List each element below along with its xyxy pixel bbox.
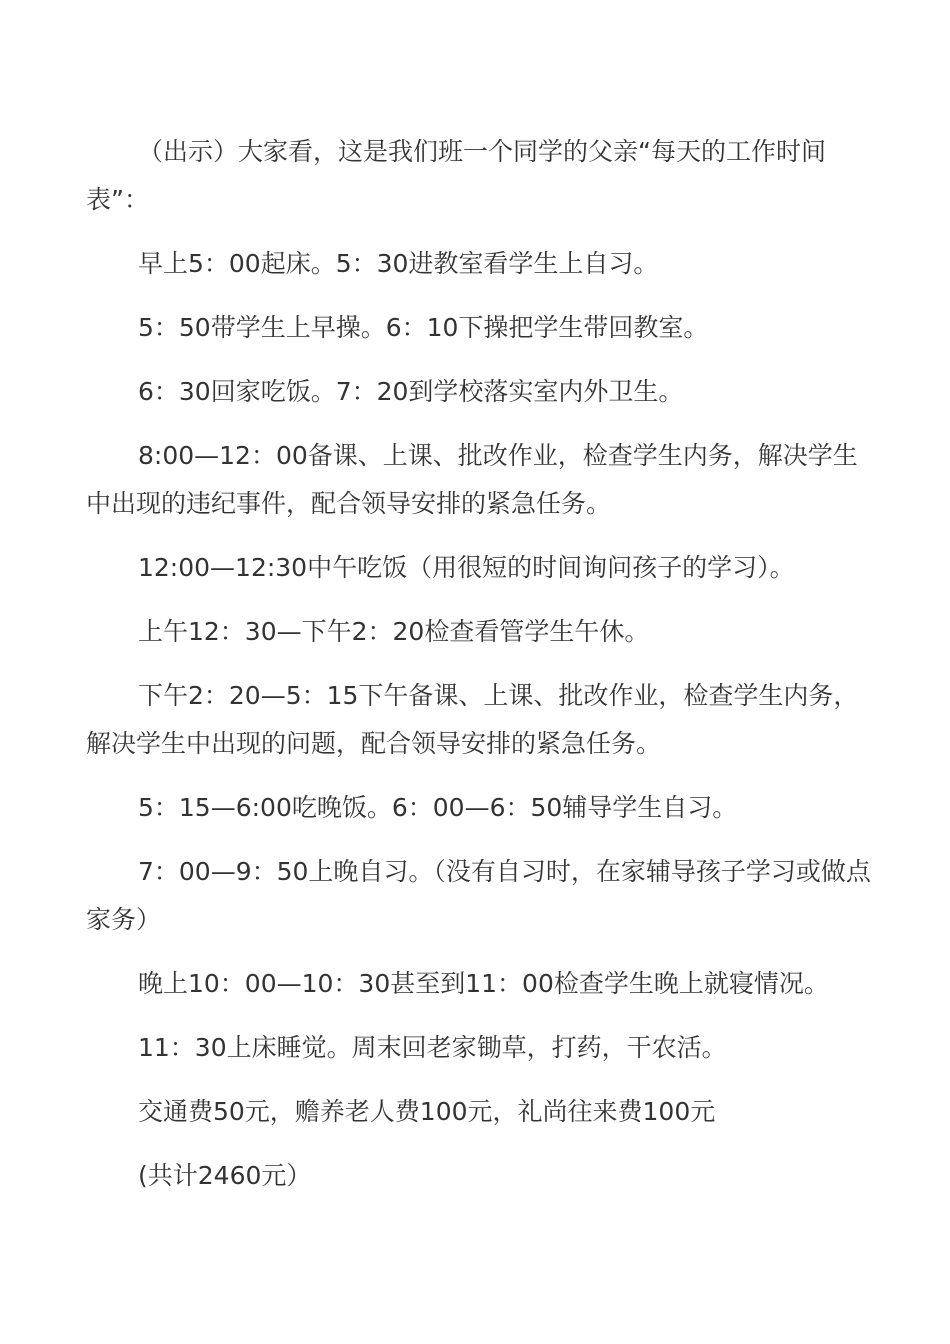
paragraph-morning-exercise: 5：50带学生上早操。6：10下操把学生带回教室。 [138, 313, 709, 342]
paragraph-total: (共计2460元） [138, 1161, 312, 1190]
paragraph-intro: （出示）大家看，这是我们班一个同学的父亲“每天的工作时间表”： [86, 137, 826, 214]
paragraph-evening-study: 7：00—9：50上晚自习。（没有自习时，在家辅导孩子学习或做点家务） [86, 857, 871, 934]
paragraph-breakfast: 6：30回家吃饭。7：20到学校落实室内外卫生。 [138, 377, 684, 406]
paragraph-morning-work: 8:00—12：00备课、上课、批改作业，检查学生内务，解决学生中出现的违纪事件，配合领导安排的紧急任务。 [86, 441, 858, 518]
paragraph-noon-rest: 上午12：30—下午2：20检查看管学生午休。 [138, 617, 650, 646]
paragraph-afternoon-work: 下午2：20—5：15下午备课、上课、批改作业，检查学生内务，解决学生中出现的问题，配合领导安排的紧急任务。 [86, 681, 859, 758]
paragraph-expenses: 交通费50元，赡养老人费100元，礼尚往来费100元 [138, 1097, 716, 1126]
paragraph-dinner: 5：15—6:00吃晚饭。6：00—6：50辅导学生自习。 [138, 793, 738, 822]
paragraph-morning-wake: 早上5：00起床。5：30进教室看学生上自习。 [138, 249, 659, 278]
paragraph-lunch: 12:00—12:30中午吃饭（用很短的时间询问孩子的学习）。 [138, 553, 795, 582]
paragraph-bedtime: 11：30上床睡觉。周末回老家锄草，打药，干农活。 [138, 1033, 727, 1062]
paragraph-night-check: 晚上10：00—10：30甚至到11：00检查学生晚上就寝情况。 [138, 969, 829, 998]
document-body [86, 128, 876, 1216]
